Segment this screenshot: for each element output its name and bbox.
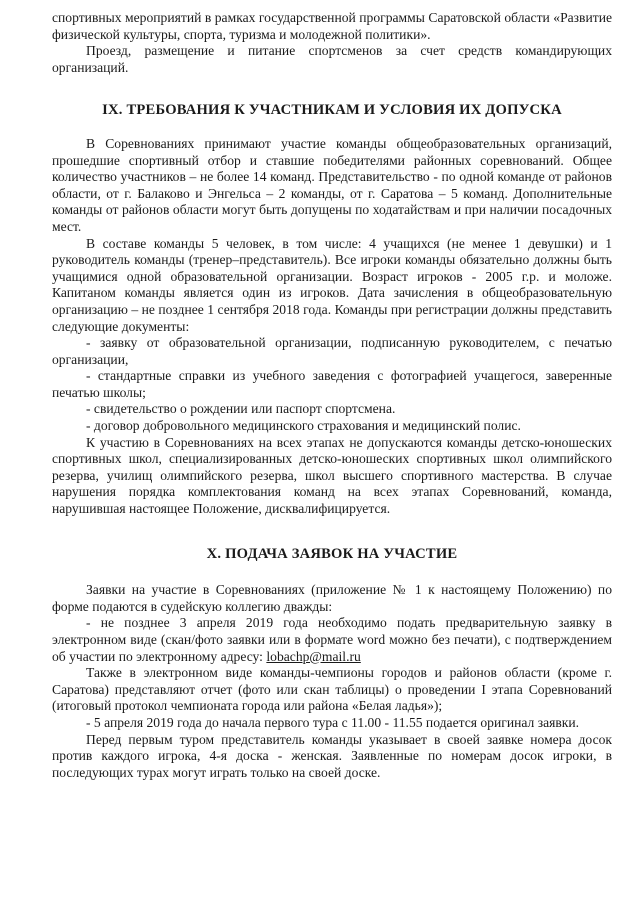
document-item-certificate: - стандартные справки из учебного заведения с фотографией учащегося, заверенные печатью школы; [52,368,612,400]
intro-paragraph: спортивных мероприятий в рамках государственной программы Саратовской области «Развитие физической культуры, спорта, туризма и молодежной политики». [52,10,612,42]
exclusion-paragraph: К участию в Соревнованиях на всех этапах не допускаются команды детско-юношеских спортивных школ, специализированных детско-юношеских спортивных школ олимпийского резерва, училищ олимпийского резерва, школ высшего спортивного мастерства. В случае нарушения порядка комплектования команд на всех этапах Соревнований, команда, нарушившая настоящее Положение, дисквалифицируется. [52,434,612,517]
preliminary-application-paragraph [52,615,612,665]
document-item-insurance: - договор добровольного медицинского страхования и медицинский полис. [86,418,521,434]
travel-paragraph: Проезд, размещение и питание спортсменов за счет средств командирующих организаций. [52,43,612,75]
applications-paragraph: Заявки на участие в Соревнованиях (приложение № 1 к настоящему Положению) по форме подаются в судейскую коллегию дважды: [52,582,612,614]
report-paragraph: Также в электронном виде команды-чемпионы городов и районов области (кроме г. Саратова) представляют отчет (фото или скан таблицы) о проведении I этапа Соревнований (итоговый протокол чемпионата города или района «Белая ладья»); [52,665,612,714]
section-9-heading: IX. ТРЕБОВАНИЯ К УЧАСТНИКАМ И УСЛОВИЯ ИХ ДОПУСКА [102,102,562,119]
original-application-paragraph: - 5 апреля 2019 года до начала первого тура с 11.00 - 11.55 подается оригинал заявки. [86,714,580,730]
section-10-heading: X. ПОДАЧА ЗАЯВОК НА УЧАСТИЕ [206,545,458,562]
preliminary-application-text: - не позднее 3 апреля 2019 года необходимо подать предварительную заявку в электронном виде (скан/фото заявки или в формате word можно без печати), с подтверждением об участии по электронному адресу: [52,615,612,664]
board-numbers-paragraph: Перед первым туром представитель команды указывает в своей заявке номера досок против каждого игрока, 4-я доска - женская. Заявленные по номерам досок игроки, в последующих турах могут играть только на своей доске. [52,731,612,780]
participants-paragraph: В Соревнованиях принимают участие команды общеобразовательных организаций, прошедшие спортивный отбор и ставшие победителями районных соревнований. Общее количество участников – не более 14 команд. Представительство - по одной команде от районов области, от г. Балаково и Энгельса – 2 команды, от г. Саратова – 5 команд. Дополнительные команды от районов области могут быть допущены по ходатайствам и при наличии посадочных мест. [52,135,612,234]
email-link[interactable]: lobachp@mail.ru [266,648,361,664]
document-item-application: - заявку от образовательной организации, подписанную руководителем, с печатью организации, [52,335,612,367]
document-item-birth-certificate: - свидетельство о рождении или паспорт спортсмена. [86,401,396,417]
team-composition-paragraph: В составе команды 5 человек, в том числе: 4 учащихся (не менее 1 девушки) и 1 руководитель команды (тренер–представитель). Все игроки команды обязательно должны быть учащимися одной образовательной организации. Возраст игроков - 2005 г.р. и моложе. Капитаном команды является один из игроков. Дата зачисления в общеобразовательную организацию – не позднее 1 сентября 2018 года. Команды при регистрации должны представить следующие документы: [52,235,612,334]
